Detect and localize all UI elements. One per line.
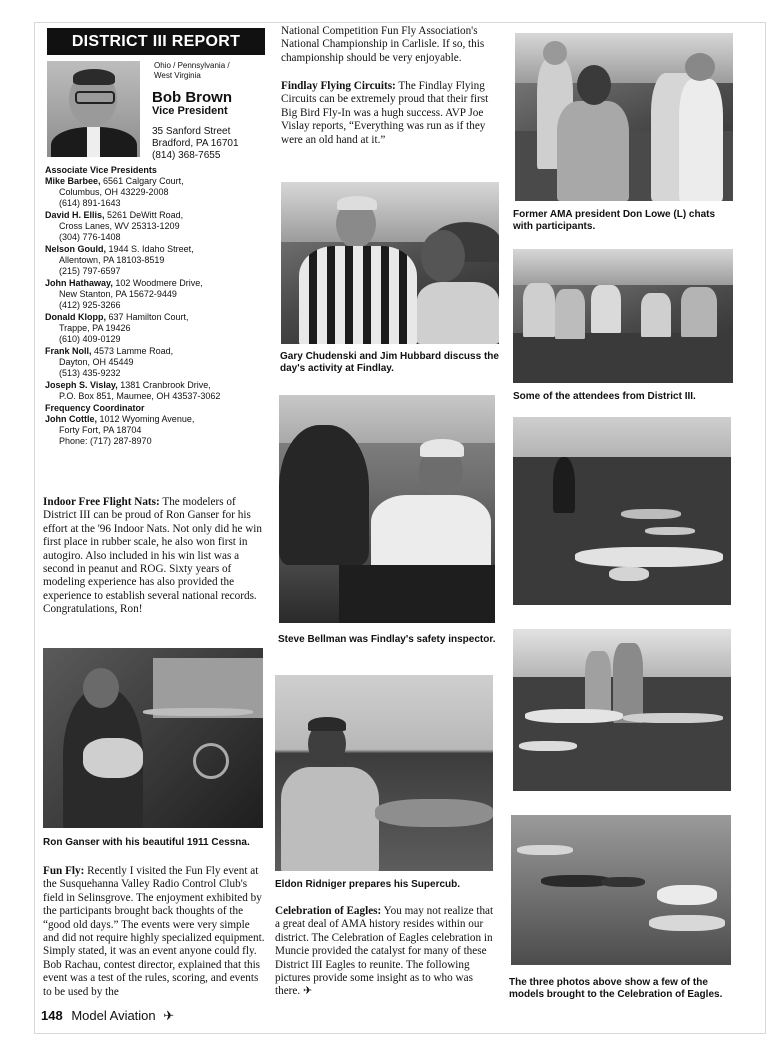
ridniger-caption: Eldon Ridniger prepares his Supercub. [275,879,461,890]
vp-region [154,61,264,81]
bellman-photo [279,395,495,623]
entry-name: David H. Ellis, [45,210,105,220]
section-banner: DISTRICT III REPORT [47,28,265,55]
chudenski-caption: Gary Chudenski and Jim Hubbard discuss the day's activity at Findlay. [280,351,499,374]
entry-name: Donald Klopp, [45,312,106,322]
funfly-text: Recently I visited the Fun Fly event at the Susquehanna Valley Radio Control Club's field in Selinsgrove. The enjoyment exhibited by the participants brought back thoughts of the “good old days.” The events were very simple and did not require highly specialized equipment. Simply stated, it was an event anyone could fly. Bob Rachau, contest director, explained that this event was a test of the rules, scoring, and events to be used by the [43,865,265,998]
entry-line2: Allentown, PA 18103-8519 [59,255,165,265]
funfly-lead: Fun Fly: [43,865,85,877]
entry-name: John Hathaway, [45,278,113,288]
frequency-coordinator [45,414,270,447]
national-championship-text: National Competition Fun Fly Association's National Championship in Carlisle. If so, this championship should be very enjoyable. [281,25,485,64]
entry-name: Nelson Gould, [45,244,107,254]
frequency-heading: Frequency Coordinator [45,403,145,413]
models-photo-2 [513,629,731,791]
eagles-article [275,905,497,999]
page-number: 148 [41,1008,63,1023]
don-lowe-photo [515,33,733,201]
findlay-lead: Findlay Flying Circuits: [281,80,396,92]
entry-line1: 1944 S. Idaho Street, [108,244,194,254]
entry-line2: New Stanton, PA 15672-9449 [59,289,177,299]
entry-phone: (412) 925-3266 [59,300,121,310]
bellman-caption: Steve Bellman was Findlay's safety inspector. [278,634,496,645]
freq-line1: 1012 Wyoming Avenue, [99,414,195,424]
entry-line2: Dayton, OH 45449 [59,357,134,367]
directory-heading: Associate Vice Presidents [45,165,157,175]
vp-phone: (814) 368-7655 [152,150,221,161]
vp-region-line1: Ohio / Pennsylvania / [154,61,230,70]
entry-line2: P.O. Box 851, Maumee, OH 43537-3062 [59,391,221,401]
lowe-caption: Former AMA president Don Lowe (L) chats with participants. [513,209,716,232]
directory-entry [45,278,270,311]
entry-line1: 637 Hamilton Court, [108,312,189,322]
attendees-photo [513,249,733,383]
entry-name: Frank Noll, [45,346,92,356]
entry-line1: 1381 Cranbrook Drive, [120,380,211,390]
page-footer [41,1008,174,1024]
entry-phone: (513) 435-9232 [59,368,121,378]
entry-line1: 5261 DeWitt Road, [107,210,184,220]
entry-phone: (614) 891-1643 [59,198,121,208]
airplane-icon: ✈ [163,1008,175,1023]
entry-line1: 4573 Lamme Road, [94,346,174,356]
ganser-caption: Ron Ganser with his beautiful 1911 Cessna. [43,837,250,848]
vp-title: Vice President [152,105,228,117]
fun-fly-article [43,865,265,999]
directory-entry [45,312,270,345]
directory-entry [45,244,270,277]
magazine-page [34,22,766,1034]
vp-portrait-photo [47,61,140,157]
entry-name: Joseph S. Vislay, [45,380,118,390]
indoor-text: The modelers of District III can be proud of Ron Ganser for his effort at the '96 Indoor Nats. Not only did he win first place in rubber scale, he also won first in autogiro. Also included in his win list was a second in peanut and ROG. Sixty years of modeling experience has also provided the experience to establish several national records. Congratulations, Ron! [43,496,262,616]
indoor-lead: Indoor Free Flight Nats: [43,496,160,508]
findlay-article [281,80,503,147]
entry-name: Mike Barbee, [45,176,101,186]
magazine-name: Model Aviation [71,1008,156,1023]
vp-address-line2: Bradford, PA 16701 [152,138,239,149]
attendees-caption: Some of the attendees from District III. [513,391,696,402]
ganser-cessna-photo [43,648,263,828]
chudenski-hubbard-photo [281,182,499,344]
models-photo-1 [513,417,731,605]
models-caption: The three photos above show a few of the models brought to the Celebration of Eagles. [509,977,723,1000]
directory-entry [45,210,270,243]
vp-name: Bob Brown [152,89,232,106]
findlay-text: The Findlay Flying Circuits can be extremely proud that their first Big Bird Fly-In was a hugh success. AVP Joe Vislay reports, “Everything was run as if they were an old hand at it.” [281,80,489,146]
vp-region-line2: West Virginia [154,71,201,80]
entry-line2: Columbus, OH 43229-2008 [59,187,169,197]
ridniger-photo [275,675,493,871]
directory-entry [45,346,270,379]
entry-phone: (215) 797-6597 [59,266,121,276]
directory-entry [45,380,270,402]
directory-entry [45,176,270,209]
associate-vp-directory [45,165,270,448]
eagles-lead: Celebration of Eagles: [275,905,382,917]
freq-phone: Phone: (717) 287-8970 [59,436,152,446]
freq-line2: Forty Fort, PA 18704 [59,425,142,435]
indoor-nats-article [43,496,265,617]
entry-line1: 102 Woodmere Drive, [115,278,203,288]
entry-phone: (610) 409-0129 [59,334,121,344]
vp-address-line1: 35 Sanford Street [152,126,231,137]
entry-line1: 6561 Calgary Court, [103,176,184,186]
entry-line2: Trappe, PA 19426 [59,323,131,333]
entry-phone: (304) 776-1408 [59,232,121,242]
vp-address [152,126,239,162]
entry-line2: Cross Lanes, WV 25313-1209 [59,221,180,231]
eagles-text: You may not realize that a great deal of AMA history resides within our district. The Celebration of Eagles celebration in Muncie provided the catalyst for many of these District III Eagles to reunite. The following pictures provide some insight as to who was there. ✈ [275,905,494,998]
models-photo-3 [511,815,731,965]
freq-name: John Cottle, [45,414,97,424]
